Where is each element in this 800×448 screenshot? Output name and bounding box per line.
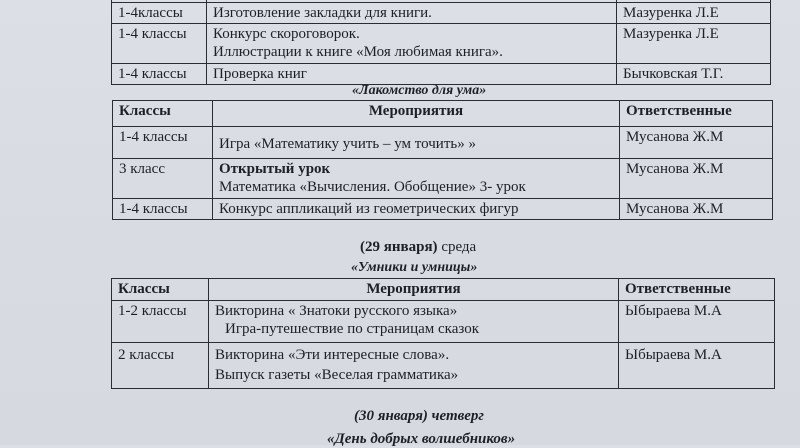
table-row bbox=[113, 199, 773, 220]
class-cell: 1-4 классы bbox=[112, 64, 207, 85]
event-line: Викторина « Знатоки русского языка» bbox=[215, 303, 458, 319]
event-cell bbox=[207, 24, 617, 64]
table-header-row bbox=[112, 279, 775, 301]
class-cell: 1-4 классы bbox=[113, 199, 213, 220]
class-cell: 1-4 классы bbox=[112, 24, 207, 64]
responsible-cell: Ыбыраева М.А bbox=[619, 343, 775, 389]
column-header-responsible: Ответственные bbox=[620, 101, 773, 127]
responsible-cell: Ыбыраева М.А bbox=[619, 301, 775, 343]
class-cell: 3 класс bbox=[113, 159, 213, 199]
event-line: Выпуск газеты «Веселая грамматика» bbox=[215, 367, 459, 383]
schedule-table-2 bbox=[112, 100, 773, 220]
event-line: Игра «Математику учить – ум точить» » bbox=[219, 136, 476, 152]
day-heading: (30 января) четверг bbox=[354, 408, 484, 424]
event-line: Конкурс скороговорок. bbox=[213, 26, 360, 42]
event-line: Изготовление закладки для книги. bbox=[213, 5, 432, 21]
class-cell: 2 классы bbox=[112, 343, 209, 389]
schedule-table-1 bbox=[111, 0, 771, 85]
event-cell bbox=[209, 343, 619, 389]
table-row bbox=[112, 343, 775, 389]
event-cell bbox=[207, 3, 617, 24]
table-header-row bbox=[113, 101, 773, 127]
responsible-cell: Мусанова Ж.М bbox=[620, 159, 773, 199]
class-cell: 1-4классы bbox=[112, 3, 207, 24]
responsible-cell: Мазуренка Л.Е bbox=[617, 3, 771, 24]
day-weekday: среда bbox=[441, 239, 477, 255]
event-title: Открытый урок bbox=[219, 161, 331, 177]
responsible-cell: Мазуренка Л.Е bbox=[617, 24, 771, 64]
section-title: «Умники и умницы» bbox=[351, 260, 478, 275]
table-row bbox=[113, 159, 773, 199]
responsible-cell: Мусанова Ж.М bbox=[620, 127, 773, 159]
table-row bbox=[112, 3, 771, 24]
class-cell: 1-4 классы bbox=[113, 127, 213, 159]
event-line: Проверка книг bbox=[213, 66, 307, 82]
column-header-class: Классы bbox=[113, 101, 213, 127]
day-heading bbox=[360, 239, 476, 256]
event-cell bbox=[207, 64, 617, 85]
event-cell bbox=[209, 301, 619, 343]
section-title: «Лакомство для ума» bbox=[352, 83, 487, 98]
table-row bbox=[112, 24, 771, 64]
event-line: Игра-путешествие по страницам сказок bbox=[225, 321, 480, 337]
responsible-cell: Бычковская Т.Г. bbox=[617, 64, 771, 85]
class-cell: 1-2 классы bbox=[112, 301, 209, 343]
day-date: (29 января) bbox=[360, 239, 438, 255]
table-row bbox=[112, 301, 775, 343]
event-cell bbox=[213, 199, 620, 220]
section-title: «День добрых волшебников» bbox=[327, 431, 516, 447]
event-line: Конкурс аппликаций из геометрических фигур bbox=[219, 201, 519, 217]
event-line: Иллюстрации к книге «Моя любимая книга». bbox=[213, 44, 503, 60]
event-cell bbox=[213, 127, 620, 159]
column-header-event: Мероприятия bbox=[209, 279, 619, 301]
table-row bbox=[112, 64, 771, 85]
table-row bbox=[113, 127, 773, 159]
column-header-responsible: Ответственные bbox=[619, 279, 775, 301]
event-line: Математика «Вычисления. Обобщение» 3- урок bbox=[219, 179, 526, 195]
responsible-cell: Мусанова Ж.М bbox=[620, 199, 773, 220]
event-line: Викторина «Эти интересные слова». bbox=[215, 347, 450, 363]
event-cell bbox=[213, 159, 620, 199]
column-header-event: Мероприятия bbox=[213, 101, 620, 127]
schedule-table-3 bbox=[111, 278, 775, 389]
column-header-class: Классы bbox=[112, 279, 209, 301]
